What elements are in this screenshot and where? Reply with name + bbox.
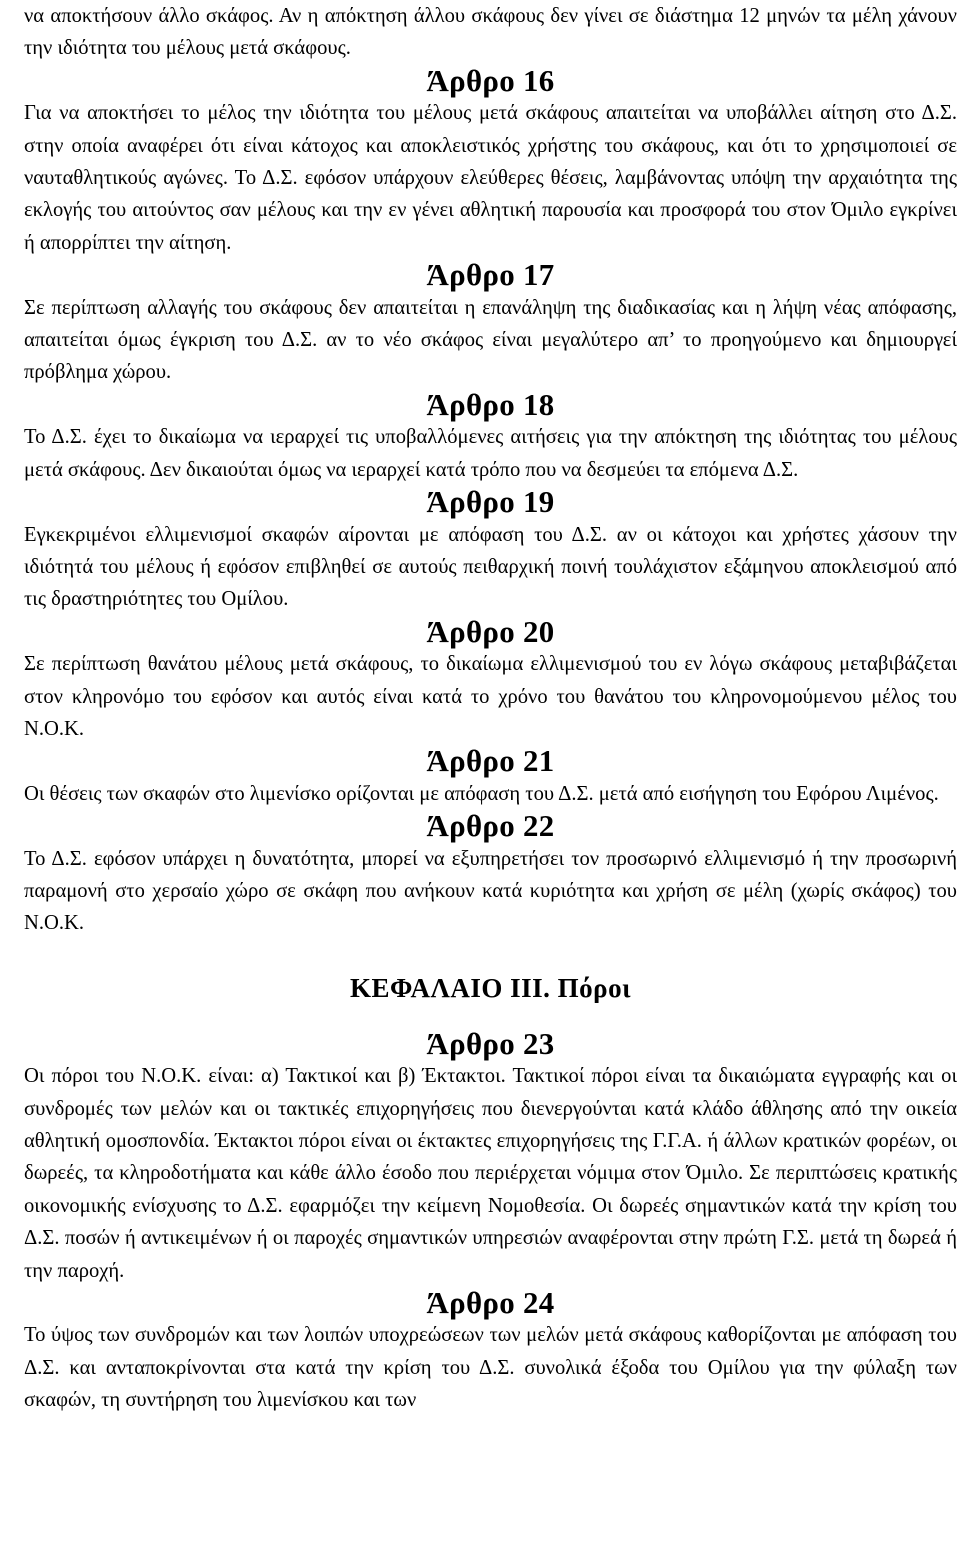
spacer	[24, 940, 957, 970]
article-heading-24: Άρθρο 24	[426, 1285, 555, 1321]
chapter-heading: ΚΕΦΑΛΑΙΟ ΙΙΙ. Πόροι	[349, 972, 631, 1003]
article-heading-20: Άρθρο 20	[426, 613, 555, 649]
article-heading-22: Άρθρο 22	[426, 808, 555, 844]
article-heading-21: Άρθρο 21	[426, 743, 555, 779]
article-heading-17: Άρθρο 17	[426, 257, 555, 293]
article-heading-16: Άρθρο 16	[426, 62, 555, 98]
paragraph-article-23: Οι πόροι του Ν.Ο.Κ. είναι: α) Τακτικοί και β) Έκτακτοι. Τακτικοί πόροι είναι τα δικαιώματα εγγραφής και οι συνδρομές των μελών και οι τακτικές επιχορηγήσεις που διενεργούνται κατά κλάδο άθλησης από την οικεία αθλητική ομοσπονδία. Έκτακτοι πόροι είναι οι έκτακτες επιχορηγήσεις της Γ.Γ.Α. ή άλλων κρατικών φορέων, οι δωρεές, τα κληροδοτήματα και κάθε άλλο έσοδο που περιέρχεται νόμιμα στον Όμιλο. Σε περιπτώσεις κρατικής οικονομικής ενίσχυσης το Δ.Σ. εφαρμόζει την κείμενη Νομοθεσία. Οι δωρεές σημαντικών κατά την κρίση του Δ.Σ. ποσών ή αντικειμένων ή οι παροχές σημαντικών υπηρεσιών αναφέρονται στην πρώτη Γ.Σ. μετά τη δωρεά ή την παροχή.	[24, 1065, 957, 1282]
article-heading-23: Άρθρο 23	[426, 1025, 555, 1061]
paragraph-article-16: Για να αποκτήσει το μέλος την ιδιότητα του μέλους μετά σκάφους απαιτείται να υποβάλλει αίτηση στο Δ.Σ. στην οποία αναφέρει ότι είναι κάτοχος και αποκλειστικός χρήστης του σκάφους, και ότι το χρησιμοποιεί σε ναυταθλητικούς αγώνες. Το Δ.Σ. εφόσον υπάρχουν ελεύθερες θέσεις, λαμβάνοντας υπόψη την αρχαιότητα της εκλογής του αιτούντος σαν μέλους και την εν γένει αθλητική παρουσία και προσφορά του στον Όμιλο εγκρίνει ή απορρίπτει την αίτηση.	[24, 102, 957, 254]
paragraph-article-22: Το Δ.Σ. εφόσον υπάρχει η δυνατότητα, μπορεί να εξυπηρετήσει τον προσωρινό ελλιμενισμό ή την προσωρινή παραμονή στο χερσαίο χώρο σε σκάφη που ανήκουν κατά κυριότητα και χρήση σε μέλη (χωρίς σκάφος) του Ν.Ο.Κ.	[24, 847, 957, 935]
paragraph-article-17: Σε περίπτωση αλλαγής του σκάφους δεν απαιτείται η επανάληψη της διαδικασίας και η λήψη νέας απόφασης, απαιτείται όμως έγκριση του Δ.Σ. αν το νέο σκάφος είναι μεγαλύτερο απ’ το προηγούμενο και δημιουργεί πρόβλημα χώρου.	[24, 296, 957, 384]
paragraph-article-20: Σε περίπτωση θανάτου μέλους μετά σκάφους, το δικαίωμα ελλιμενισμού του εν λόγω σκάφους μεταβιβάζεται στον κληρονόμο του εφόσον και αυτός είναι κατά το χρόνο του θανάτου του κληρονομούμενου μέλος του Ν.Ο.Κ.	[24, 653, 957, 740]
paragraph-intro: να αποκτήσουν άλλο σκάφος. Αν η απόκτηση άλλου σκάφους δεν γίνει σε διάστημα 12 μηνών τα μέλη χάνουν την ιδιότητα του μέλους μετά σκάφους.	[24, 5, 957, 60]
paragraph-article-19: Εγκεκριμένοι ελλιμενισμοί σκαφών αίρονται με απόφαση του Δ.Σ. αν οι κάτοχοι και χρήστες χάσουν την ιδιότητά του μέλους ή εφόσον επιβληθεί σε αυτούς πειθαρχική ποινή τουλάχιστον εξάμηνου αποκλεισμού από τις δραστηριότητες του Ομίλου.	[24, 523, 957, 611]
paragraph-article-24: Το ύψος των συνδρομών και των λοιπών υποχρεώσεων των μελών μετά σκάφους καθορίζονται με απόφαση του Δ.Σ. και ανταποκρίνονται στα κατά την κρίση του Δ.Σ. συνολικά έξοδα του Ομίλου για την φύλαξη των σκαφών, τη συντήρηση του λιμενίσκου και των	[24, 1324, 957, 1412]
article-heading-19: Άρθρο 19	[426, 484, 555, 520]
spacer	[24, 1006, 957, 1028]
paragraph-article-18: Το Δ.Σ. έχει το δικαίωμα να ιεραρχεί τις υποβαλλόμενες αιτήσεις για την απόκτηση της ιδιότητας του μέλους μετά σκάφους. Δεν δικαιούται όμως να ιεραρχεί κατά τρόπο που να δεσμεύει τα επόμενα Δ.Σ.	[24, 426, 957, 481]
document-page	[24, 0, 957, 1417]
paragraph-article-21: Οι θέσεις των σκαφών στο λιμενίσκο ορίζονται με απόφαση του Δ.Σ. μετά από εισήγηση του Εφόρου Λιμένος.	[24, 782, 939, 805]
article-heading-18: Άρθρο 18	[426, 386, 555, 422]
